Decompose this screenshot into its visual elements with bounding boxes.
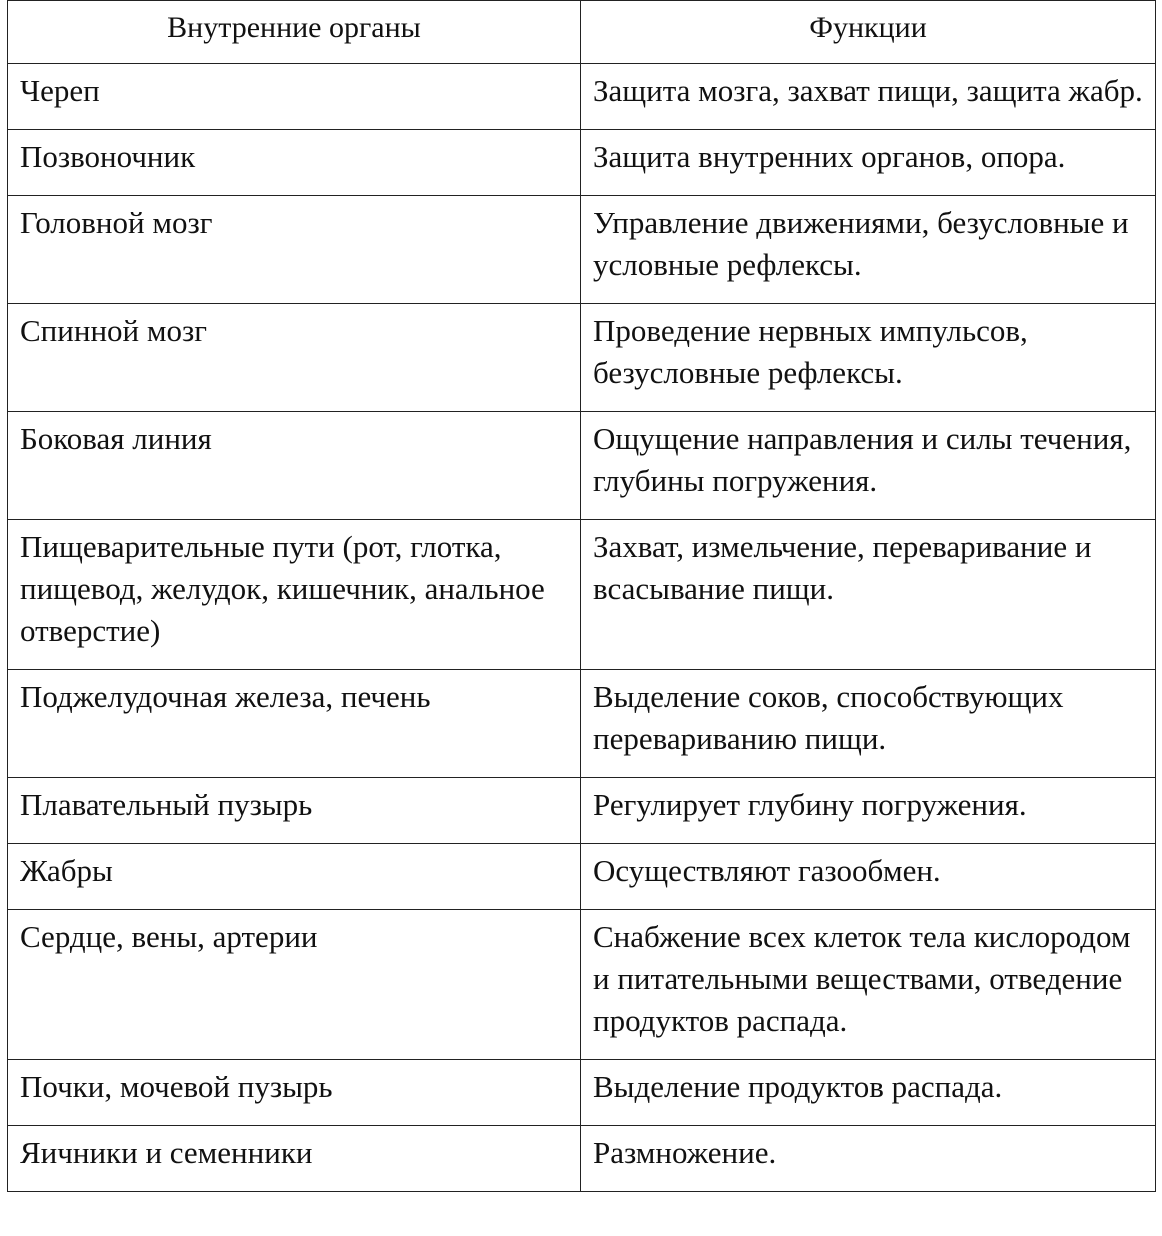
function-cell [581, 844, 1156, 910]
function-cell [581, 64, 1156, 130]
table-row [8, 64, 1156, 130]
table-row [8, 1060, 1156, 1126]
organ-function: Выделение продуктов распада. [593, 1069, 1003, 1104]
organ-name: Поджелудочная железа, печень [20, 679, 431, 714]
function-cell [581, 1126, 1156, 1192]
organ-name: Сердце, вены, артерии [20, 919, 318, 954]
organ-function: Проведение нервных импульсов, безусловные рефлексы. [593, 313, 1028, 390]
organ-function: Регулирует глубину погружения. [593, 787, 1027, 822]
table-row [8, 844, 1156, 910]
table-row [8, 670, 1156, 778]
organ-cell [8, 670, 581, 778]
organ-name: Яичники и семенники [20, 1135, 313, 1170]
organ-cell [8, 844, 581, 910]
function-cell [581, 1060, 1156, 1126]
organ-function: Ощущение направления и силы течения, глубины погружения. [593, 421, 1132, 498]
organ-function: Осуществляют газообмен. [593, 853, 941, 888]
organ-name: Череп [20, 73, 100, 108]
organ-name: Плавательный пузырь [20, 787, 313, 822]
organ-cell [8, 910, 581, 1060]
organ-cell [8, 130, 581, 196]
organs-functions-table [7, 0, 1156, 1192]
organ-name: Позвоночник [20, 139, 196, 174]
organ-function: Выделение соков, способствующих перевариванию пищи. [593, 679, 1064, 756]
organ-cell [8, 1060, 581, 1126]
organ-cell [8, 1126, 581, 1192]
organ-function: Защита внутренних органов, опора. [593, 139, 1066, 174]
organ-name: Пищеварительные пути (рот, глотка, пищевод, желудок, кишечник, анальное отверстие) [20, 529, 545, 648]
function-cell [581, 196, 1156, 304]
organ-function: Захват, измельчение, переваривание и всасывание пищи. [593, 529, 1092, 606]
function-cell [581, 670, 1156, 778]
function-cell [581, 520, 1156, 670]
function-cell [581, 304, 1156, 412]
organ-function: Управление движениями, безусловные и условные рефлексы. [593, 205, 1129, 282]
table-row [8, 910, 1156, 1060]
table-row [8, 304, 1156, 412]
function-cell [581, 412, 1156, 520]
function-cell [581, 778, 1156, 844]
table-row [8, 412, 1156, 520]
organ-name: Жабры [20, 853, 113, 888]
organ-cell [8, 520, 581, 670]
organ-cell [8, 304, 581, 412]
table-row [8, 520, 1156, 670]
table-row [8, 1126, 1156, 1192]
column-header-functions: Функции [581, 1, 1156, 64]
organ-function: Размножение. [593, 1135, 777, 1170]
organ-name: Боковая линия [20, 421, 212, 456]
column-header-organs: Внутренние органы [8, 1, 581, 64]
table-header-row [8, 1, 1156, 64]
organ-name: Головной мозг [20, 205, 213, 240]
function-cell [581, 130, 1156, 196]
organ-cell [8, 778, 581, 844]
table-row [8, 130, 1156, 196]
table-row [8, 778, 1156, 844]
table-row [8, 196, 1156, 304]
organ-function: Защита мозга, захват пищи, защита жабр. [593, 73, 1143, 108]
organ-cell [8, 64, 581, 130]
organ-name: Почки, мочевой пузырь [20, 1069, 333, 1104]
function-cell [581, 910, 1156, 1060]
organ-name: Спинной мозг [20, 313, 207, 348]
organ-cell [8, 412, 581, 520]
organ-cell [8, 196, 581, 304]
organ-function: Снабжение всех клеток тела кислородом и питательными веществами, отведение продуктов распада. [593, 919, 1131, 1038]
